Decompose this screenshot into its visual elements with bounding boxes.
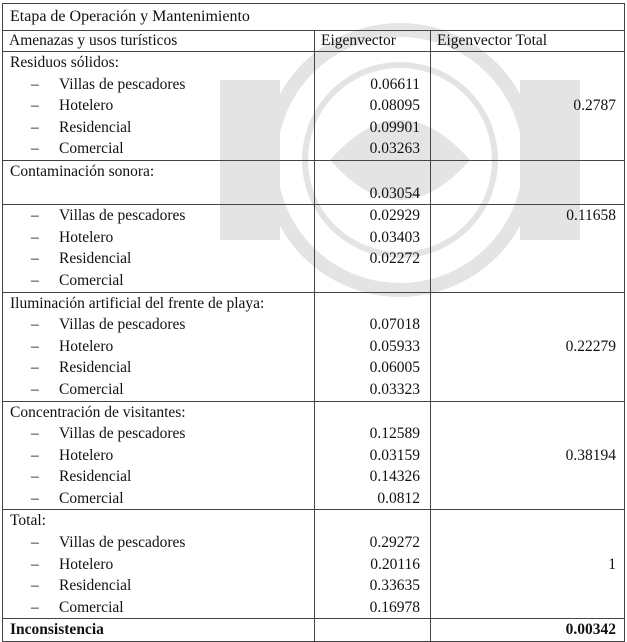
eigenvector-value: 0.16978 (369, 598, 420, 616)
group-label: Total: (10, 512, 46, 530)
table-title: Etapa de Operación y Mantenimiento (3, 4, 625, 31)
list-item: – Hotelero (31, 555, 114, 573)
list-item: – Residencial (31, 359, 132, 377)
list-item: – Comercial (31, 489, 124, 507)
list-item: – Villas de pescadores (31, 316, 186, 334)
list-item: – Comercial (31, 271, 124, 289)
list-item: – Residencial (31, 250, 132, 268)
eigenvector-value: 0.06611 (370, 75, 420, 93)
eigenvector-total: 0.11658 (566, 207, 616, 225)
list-item: – Villas de pescadores (31, 534, 186, 552)
eigenvector-value: 0.03403 (369, 228, 420, 246)
list-item: – Hotelero (31, 446, 114, 464)
list-item: – Residencial (31, 468, 132, 486)
list-item: – Villas de pescadores (31, 207, 186, 225)
eigenvector-value: 0.03159 (369, 446, 420, 464)
eigenvector-value: 0.0812 (377, 489, 420, 507)
eigenvector-table (2, 3, 625, 642)
inconsistencia-row (3, 619, 625, 642)
list-item: – Villas de pescadores (31, 425, 186, 443)
eigenvector-value: 0.14326 (369, 468, 420, 486)
eigenvector-value: 0.03054 (369, 184, 420, 202)
group-label: Iluminación artificial del frente de playa: (10, 294, 265, 312)
inconsistencia-value: 0.00342 (565, 621, 616, 639)
list-item: – Residencial (31, 577, 132, 595)
eigenvector-value: 0.03263 (369, 140, 420, 158)
group-concentracion (3, 401, 625, 510)
header-col1: Amenazas y usos turísticos (3, 31, 315, 52)
list-item: – Hotelero (31, 337, 114, 355)
eigenvector-value: 0.05933 (369, 337, 420, 355)
list-item: – Villas de pescadores (31, 75, 186, 93)
group-label: Contaminación sonora: (10, 162, 155, 180)
list-item: – Residencial (31, 118, 132, 136)
list-item: – Comercial (31, 380, 124, 398)
eigenvector-value: 0.06005 (369, 359, 420, 377)
eigenvector-total: 0.2787 (573, 97, 616, 115)
group-residuos (3, 52, 625, 161)
eigenvector-total: 1 (608, 555, 616, 573)
eigenvector-value: 0.29272 (369, 534, 420, 552)
header-col2: Eigenvector (315, 31, 431, 52)
header-col3: Eigenvector Total (431, 31, 625, 52)
eigenvector-total: 0.22279 (565, 337, 616, 355)
eigenvector-value: 0.07018 (369, 316, 420, 334)
list-item: – Hotelero (31, 97, 114, 115)
header-row (3, 31, 625, 52)
list-item: – Comercial (31, 598, 124, 616)
group-iluminacion (3, 292, 625, 401)
eigenvector-value: 0.02929 (369, 207, 420, 225)
eigenvector-value: 0.03323 (369, 380, 420, 398)
eigenvector-value: 0.20116 (370, 555, 420, 573)
list-item: – Hotelero (31, 228, 114, 246)
eigenvector-value: 0.02272 (369, 250, 420, 268)
eigenvector-value: 0.33635 (369, 577, 420, 595)
title-row (3, 4, 625, 31)
eigenvector-value: 0.09901 (369, 118, 420, 136)
inconsistencia-label: Inconsistencia (10, 621, 104, 639)
list-item: – Comercial (31, 140, 124, 158)
group-total (3, 510, 625, 619)
eigenvector-total: 0.38194 (565, 446, 616, 464)
group-contaminacion-header (3, 160, 625, 204)
group-label: Residuos sólidos: (10, 54, 119, 71)
eigenvector-value: 0.12589 (369, 425, 420, 443)
group-label: Concentración de visitantes: (10, 403, 186, 421)
eigenvector-value: 0.08095 (369, 97, 420, 115)
group-contaminacion (3, 205, 625, 292)
